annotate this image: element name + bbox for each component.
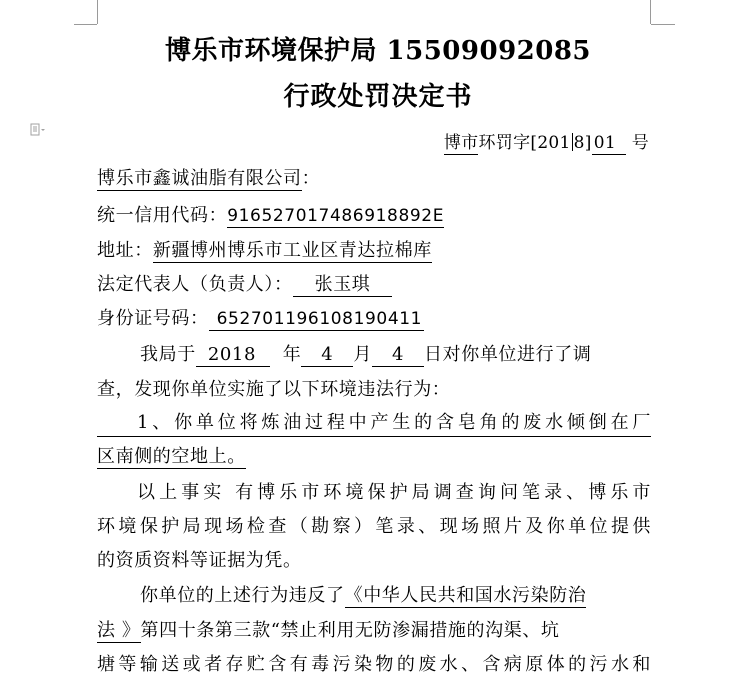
paragraph3-line2: 法 》第四十条第三款“禁止利用无防渗漏措施的沟渠、坑 — [97, 620, 560, 641]
address-value: 新疆博州博乐市工业区青达拉棉库 — [152, 240, 432, 261]
law-name-part1: 《中华人民共和国水污染防治 — [344, 585, 587, 606]
recipient-company: 博乐市鑫诚油脂有限公司 — [97, 168, 302, 189]
address-line — [97, 236, 432, 262]
paragraph2-line1: 以上事实 有博乐市环境保护局调查询问笔录、博乐市 — [137, 482, 651, 503]
paragraph1-line1: 我局于 2018 年 4 月 4 日对你单位进行了调 — [140, 344, 592, 365]
doc-number-middle: 环罚字[201 — [478, 133, 571, 153]
inspection-day: 4 — [372, 344, 424, 367]
id-number-value: 652701196108190411 — [209, 309, 425, 331]
paragraph2-line3: 的资质资料等证据为凭。 — [97, 550, 302, 571]
paragraph-options-icon[interactable] — [30, 123, 46, 137]
doc-number-suffix: 号 — [631, 133, 649, 153]
violation-line1: 1、你单位将炼油过程中产生的含皂角的废水倾倒在厂 — [97, 408, 651, 437]
paragraph3-line3: 塘等输送或者存贮含有毒污染物的废水、含病原体的污水和 — [97, 654, 651, 675]
text-cursor — [572, 133, 573, 151]
doc-number-prefix: 博市 — [443, 133, 479, 153]
document-title-line1: 博乐市环境保护局 15509092085 — [164, 36, 592, 66]
paragraph2-line2: 环境保护局现场检查（勘察）笔录、现场照片及你单位提供 — [97, 516, 651, 537]
paragraph1-line2: 查，发现你单位实施了以下环境违法行为： — [97, 379, 451, 400]
crop-mark-top-left-vertical — [97, 0, 98, 24]
recipient-company-line: 博乐市鑫诚油脂有限公司： — [97, 168, 321, 189]
credit-code-line — [97, 201, 444, 227]
crop-mark-top-left-horizontal — [74, 24, 97, 25]
document-number — [444, 128, 649, 153]
legal-rep-label: 法定代表人（负责人）： — [97, 274, 293, 295]
crop-mark-top-right-horizontal — [651, 24, 675, 25]
inspection-month: 4 — [301, 344, 353, 367]
violation-line2: 区南侧的空地上。 — [97, 446, 246, 467]
doc-number-year-end: 8] — [573, 133, 592, 153]
crop-mark-top-right-vertical — [650, 0, 651, 24]
legal-rep-line — [97, 270, 392, 296]
address-label: 地址： — [97, 240, 153, 261]
legal-rep-value: 张玉琪 — [293, 274, 393, 297]
law-name-part2: 法 》 — [97, 620, 141, 641]
id-number-line — [97, 304, 424, 330]
paragraph3-line1: 你单位的上述行为违反了《中华人民共和国水污染防治 — [140, 585, 587, 606]
inspection-year: 2018 — [196, 344, 270, 367]
credit-code-label: 统一信用代码： — [97, 205, 228, 226]
credit-code-value: 916527017486918892E — [227, 206, 445, 226]
id-number-label: 身份证号码： — [97, 308, 209, 329]
document-title-line2: 行政处罚决定书 — [283, 82, 473, 112]
doc-number-value: 01 — [592, 133, 626, 155]
